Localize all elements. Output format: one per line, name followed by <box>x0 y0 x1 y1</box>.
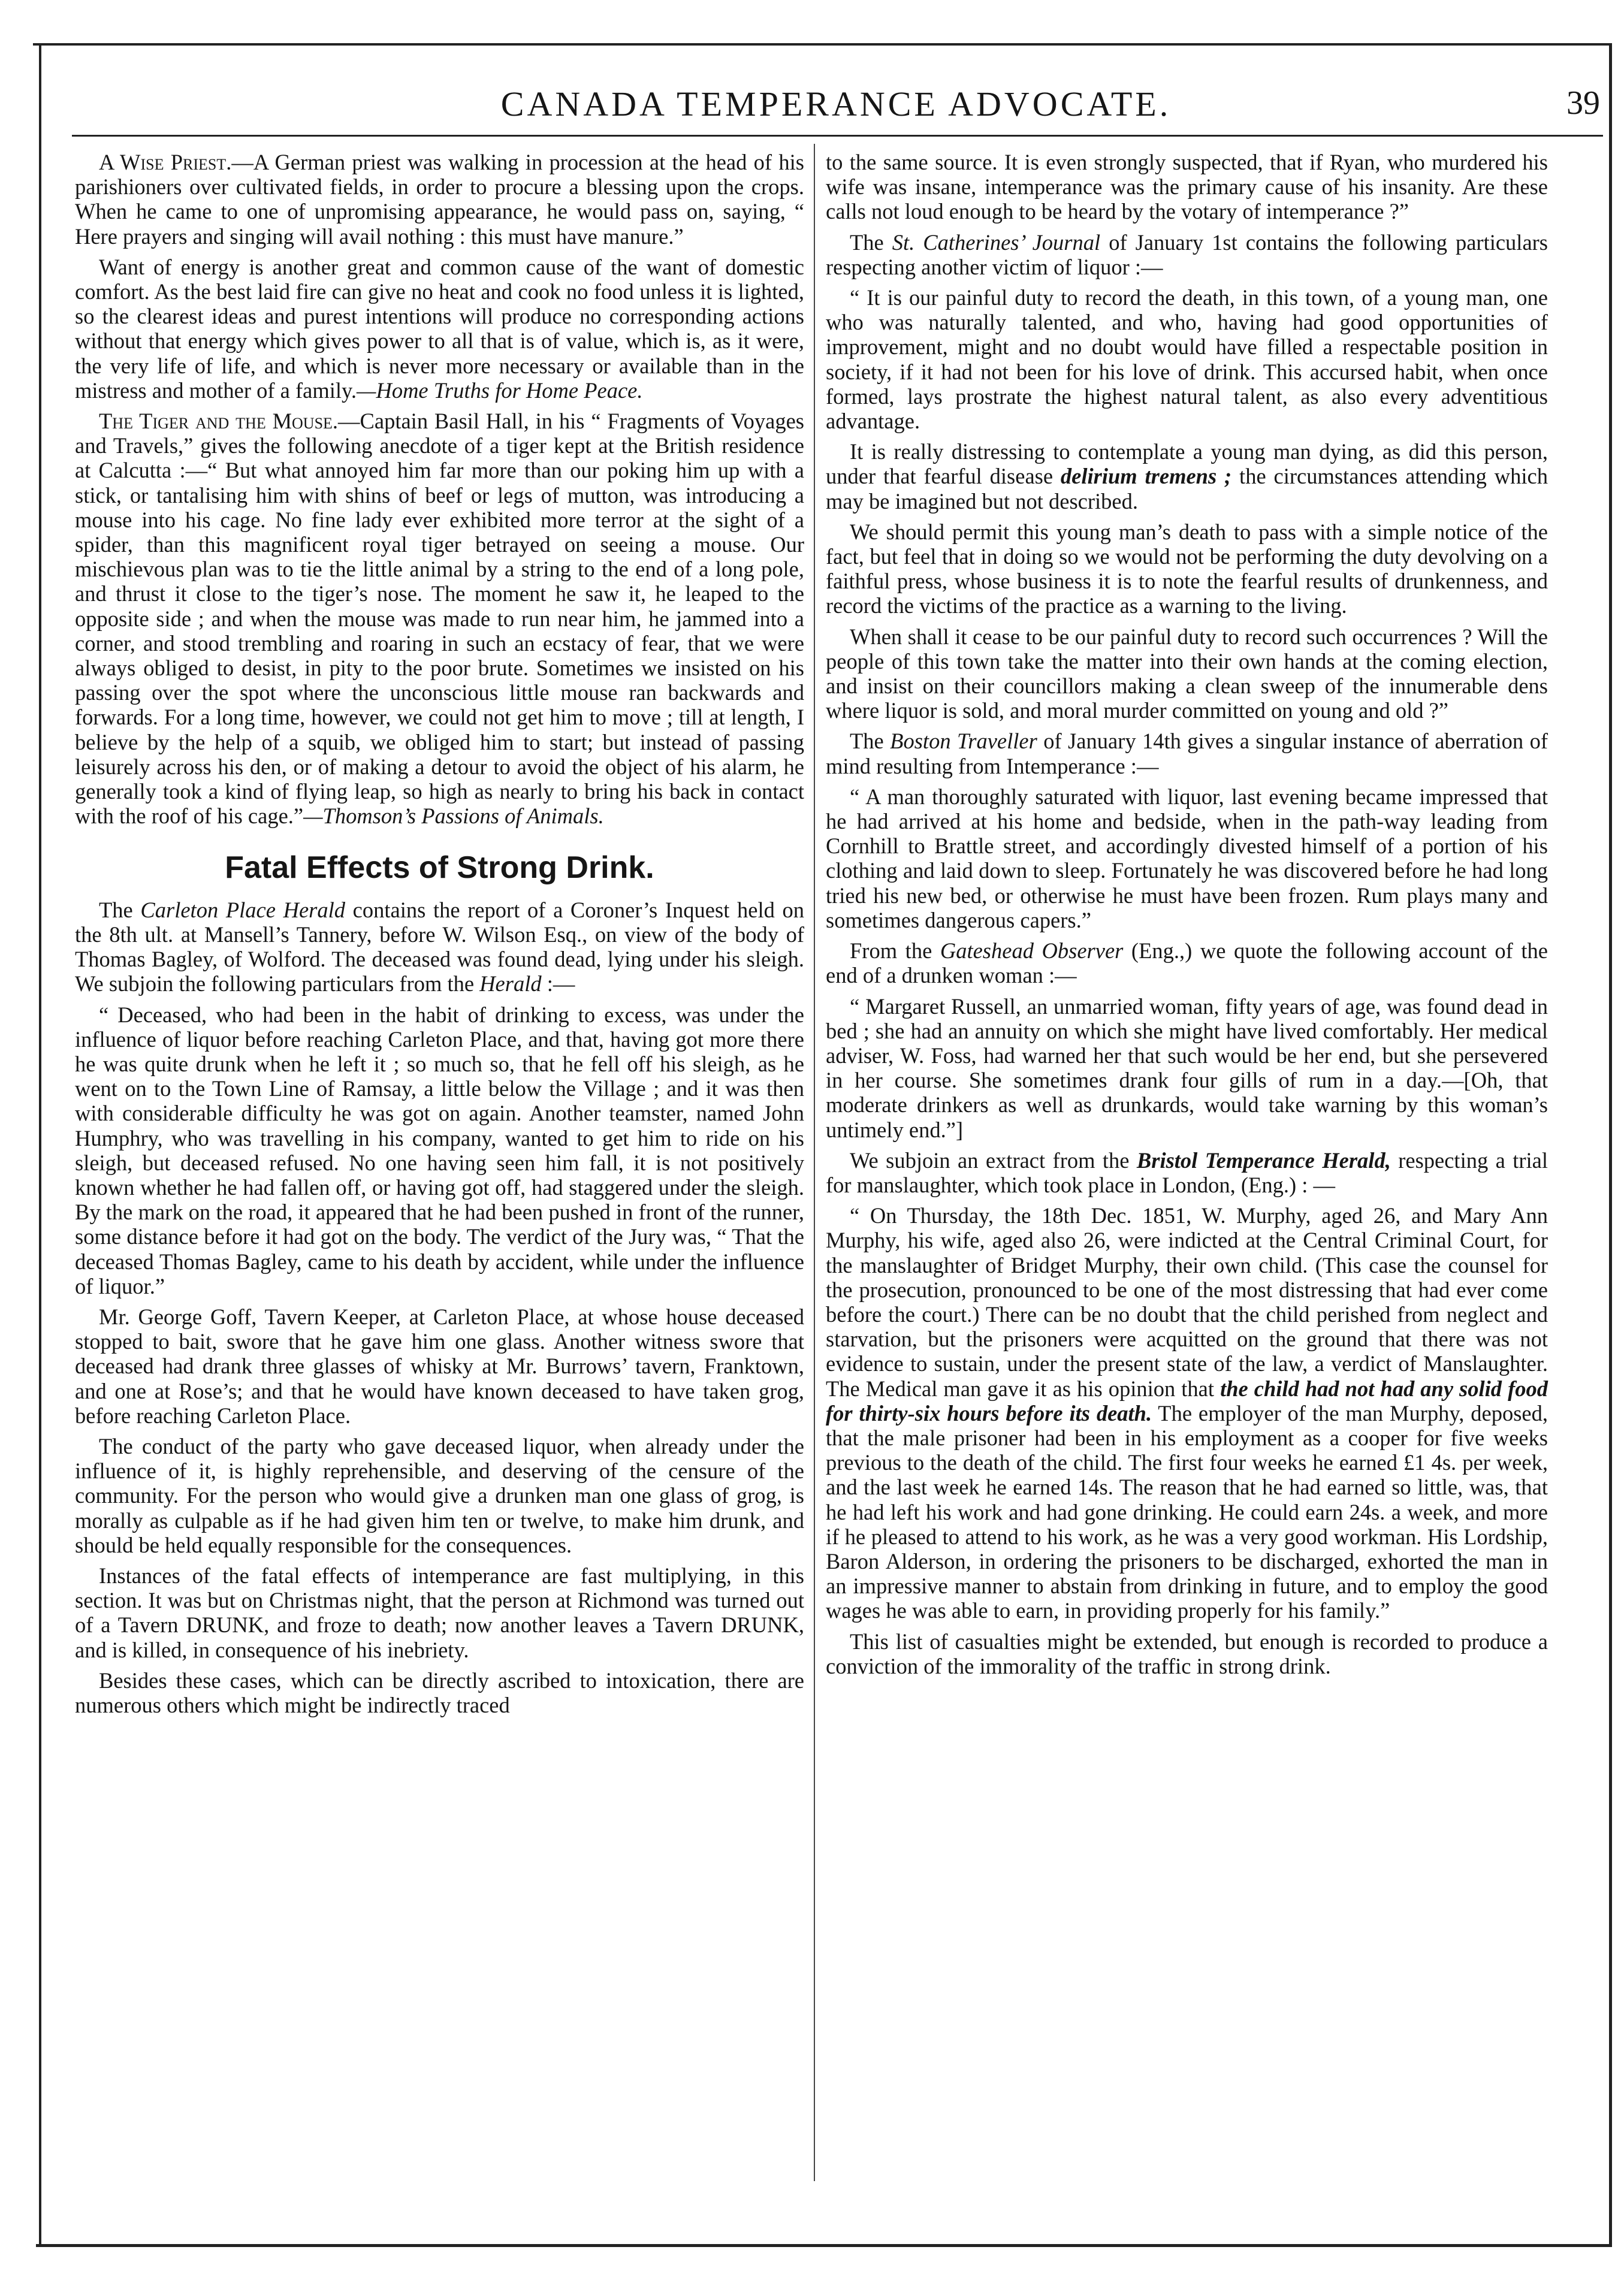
journal-title: CANADA TEMPERANCE ADVOCATE. <box>500 84 1172 123</box>
paragraph: We should permit this young man’s death to pass with a simple notice of the fact, but feel that in doing so we would not be performing the duty devolving on a faithful press, whose business it is to note the fearful results of drunkenness, and record the victims of the practice as a warning to the living. <box>826 519 1548 618</box>
paragraph <box>75 898 804 996</box>
page-number: 39 <box>1566 84 1600 122</box>
newspaper-name: Boston Traveller <box>890 729 1037 754</box>
text-run: of January 14th gives a singular instance of aberration of mind resulting from Intemperance :— <box>826 729 1548 778</box>
article-headline: Fatal Effects of Strong Drink. <box>225 850 654 886</box>
paragraph <box>826 1148 1548 1197</box>
paragraph: Instances of the fatal effects of intemperance are fast multiplying, in this section. It was but on Christmas night, that the person at Richmond was turned out of a Tavern DRUNK, and froze to death; now another leaves a Tavern DRUNK, and is killed, in consequence of his inebriety. <box>75 1563 804 1662</box>
article-lead: The Tiger and the Mouse. <box>99 409 339 434</box>
article-text: —A German priest was walking in procession at the head of his parishioners over cultivated fields, in order to procure a blessing upon the crops. When he came to one of unpromising appearance, he would pass on, saying, “ Here prayers and singing will avail nothing : this must have manure.” <box>75 150 804 249</box>
text-run: The <box>99 897 141 922</box>
paragraph: The conduct of the party who gave deceased liquor, when already under the influence of it, is highly reprehensible, and deserving of the censure of the community. For the person who would give a drunken man one glass of grog, is morally as culpable as if he had given him ten or twelve, to make him drunk, and should be held equally responsible for the consequences. <box>75 1433 804 1557</box>
text-run: We subjoin an extract from the <box>850 1147 1137 1173</box>
quoted-paragraph: “ Deceased, who had been in the habit of drinking to excess, was under the influence of liquor before reaching Carleton Place, and that, having got more there he was quite drunk when he left it ; so much so, that he fell off his sleigh, as he went on to the Town Line of Ramsay, a little below the Village ; and it was then with considerable difficulty he was got on again. Another teamster, named John Humphry, who was travelling in his company, wanted to get him to ride on his sleigh, but deceased refused. No one having seen him fall, it is not positively known whether he had fallen off, or having got off, had staggered under the sleigh. By the mark on the road, it appeared that he had been pushed in front of the runner, some distance before it had got on the body. The verdict of the Jury was, “ That the deceased Thomas Bagley, came to his death by accident, while under the influence of liquor.” <box>75 1002 804 1298</box>
right-column <box>826 150 1548 1684</box>
article-lead: A Wise Priest. <box>99 150 232 174</box>
article-text: Want of energy is another great and common cause of the want of domestic comfort. As the best laid fire can give no heat and cook no food unless it is lighted, so the clearest ideas and purest intentions will produce no corresponding actions without that energy which gives power to all that is of value, which is, as it were, the very life of life, and which is never more necessary or available than in the mistress and mother of a family. <box>75 254 804 403</box>
text-run: (Eng.,) we quote the following account of the end of a drunken woman :— <box>826 938 1548 988</box>
article-source: —Thomson’s Passions of Animals. <box>303 804 604 829</box>
text-run: It is really distressing to contemplate a young man dying, as did this person, under that fearful disease <box>826 439 1548 489</box>
quoted-paragraph <box>826 1203 1548 1623</box>
left-column <box>75 150 804 1723</box>
article-energy <box>75 255 804 403</box>
column-divider <box>814 144 815 2181</box>
newspaper-name: St. Catherines’ Journal <box>892 229 1101 255</box>
text-run: :— <box>541 971 575 996</box>
article-tiger-mouse <box>75 409 804 828</box>
quoted-paragraph: “ Margaret Russell, an unmarried woman, fifty years of age, was found dead in bed ; she had an annuity on which she might have lived comfortably. Her medical adviser, W. Foss, had warned her that such would be her end, but she persevered in her course. She sometimes drank four gills of rum in a day.—[Oh, that moderate drinkers as well as drunkards, would take warning by this woman’s untimely end.”] <box>826 993 1548 1142</box>
text-run: From the <box>850 938 940 964</box>
text-run: contains the report of a Coroner’s Inquest held on the 8th ult. at Mansell’s Tannery, before W. Wilson Esq., on view of the body of Thomas Bagley, of Wolford. The deceased was found dead, lying under his sleigh. We subjoin the following particulars from the <box>75 897 804 996</box>
paragraph <box>826 439 1548 514</box>
newspaper-name: Herald <box>479 971 542 996</box>
disease-name: delirium tremens ; <box>1060 464 1232 489</box>
text-run: the circumstances attending which may be imagined but not described. <box>826 464 1548 514</box>
quoted-paragraph: “ A man thoroughly saturated with liquor, last evening became impressed that he had arrived at his home and bedside, when in the path-way leading from Cornhill to Brattle street, and accordingly divested himself of a portion of his clothing and laid down to sleep. Fortunately he was discovered before he had long tried his new bed, or otherwise he must have been frozen. Rum plays many and sometimes dangerous capers.” <box>826 784 1548 932</box>
page-header <box>72 84 1600 132</box>
newspaper-name: Carleton Place Herald <box>140 897 345 922</box>
text-run: The employer of the man Murphy, deposed, that the male prisoner had been in his employment as a cooper for five weeks previous to the death of the child. The first four weeks he earned £1 4s. per week, and the last week he earned 14s. The reason that he had earned so little, was, that he had left his work and had gone drinking. He could earn 24s. a week, and more if he pleased to attend to his work, as he was a very good workman. His Lordship, Baron Alderson, in ordering the prisoners to be discharged, exhorted the man in an impressive manner to abstain from drinking in future, and to employ the good wages he was able to earn, in providing properly for his family.” <box>826 1400 1548 1623</box>
article-source: —Home Truths for Home Peace. <box>357 378 643 403</box>
article-text: —Captain Basil Hall, in his “ Fragments of Voyages and Travels,” gives the following anecdote of a tiger kept at the British residence at Calcutta :—“ But what annoyed him far more than our poking him up with a stick, or tantalising him with shins of beef or legs of mutton, was introducing a mouse into his cage. No fine lady ever exhibited more terror at the sight of a spider, than this magnificent royal tiger betrayed on seeing a mouse. Our mischievous plan was to tie the little animal by a string to the end of a long pole, and thrust it close to the tiger’s nose. The moment he saw it, he leaped to the opposite side ; and when the mouse was made to run near him, he jammed into a corner, and stood trembling and roaring in such an ecstacy of fear, that we were always obliged to desist, in pity to the poor brute. Sometimes we insisted on his passing over the spot where the unconscious little mouse ran backwards and forwards. For a long time, however, we could not get him to move ; till at length, I believe by the help of a squib, we obliged him to start; but instead of passing leisurely across his den, or of making a detour to avoid the object of his alarm, he generally took a kind of flying leap, so high as nearly to bring his back in contact with the roof of his cage.” <box>75 409 805 829</box>
text-run: The <box>850 729 891 754</box>
newspaper-name: Bristol Temperance Herald, <box>1136 1147 1391 1173</box>
medical-opinion: the child had not had any solid food for thirty-six hours before its death. <box>826 1376 1548 1426</box>
paragraph: to the same source. It is even strongly suspected, that if Ryan, who murdered his wife was insane, intemperance was the primary cause of his insanity. Are these calls not loud enough to be heard by the votary of intemperance ?” <box>826 150 1548 224</box>
paragraph: Mr. George Goff, Tavern Keeper, at Carleton Place, at whose house deceased stopped to bait, swore that he gave him one glass. Another witness swore that deceased had drank three glasses of whisky at Mr. Burrows’ tavern, Franktown, and one at Rose’s; and that he would have known deceased to have taken grog, before reaching Carleton Place. <box>75 1304 804 1428</box>
paragraph: This list of casualties might be extended, but enough is recorded to produce a conviction of the immorality of the traffic in strong drink. <box>826 1629 1548 1678</box>
paragraph: Besides these cases, which can be directly ascribed to intoxication, there are numerous others which might be indirectly traced <box>75 1668 804 1717</box>
text-run: “ On Thursday, the 18th Dec. 1851, W. Murphy, aged 26, and Mary Ann Murphy, his wife, aged also 26, were indicted at the Central Criminal Court, for the manslaughter of Bridget Murphy, their own child. (This case the counsel for the prosecution, pronounced to be one of the most distressing that had ever come before the court.) There can be no doubt that the child perished from neglect and starvation, but the prisoners were acquitted on the ground that there was not evidence to sustain, under the present state of the law, a verdict of Manslaughter. The Medical man gave it as his opinion that <box>826 1203 1548 1401</box>
text-run: The <box>850 229 892 255</box>
newspaper-name: Gateshead Observer <box>940 938 1124 964</box>
page-border-right <box>1609 43 1612 2247</box>
paragraph <box>826 230 1548 279</box>
quoted-paragraph: “ It is our painful duty to record the death, in this town, of a young man, one who was naturally talented, and who, having had good opportunities of improvement, might and no doubt would have filled a respectable position in society, if it had not been for his love of drink. This accursed habit, when once formed, lays prostrate the highest natural talent, as also every adventitious advantage. <box>826 285 1548 434</box>
header-rule <box>72 135 1603 137</box>
paragraph: When shall it cease to be our painful duty to record such occurrences ? Will the people of this town take the matter into their own hands at the coming election, and insist on their councillors making a clean sweep of the innumerable dens where liquor is sold, and moral murder committed on young and old ?” <box>826 624 1548 723</box>
article-wise-priest <box>75 150 804 249</box>
page-border-top <box>33 43 1612 46</box>
page-border-bottom <box>36 2244 1612 2247</box>
text-run: of January 1st contains the following particulars respecting another victim of liquor :— <box>826 229 1548 279</box>
text-run: respecting a trial for manslaughter, which took place in London, (Eng.) : — <box>826 1147 1548 1197</box>
paragraph <box>826 729 1548 778</box>
page-border-left <box>39 43 41 2247</box>
paragraph <box>826 938 1548 987</box>
